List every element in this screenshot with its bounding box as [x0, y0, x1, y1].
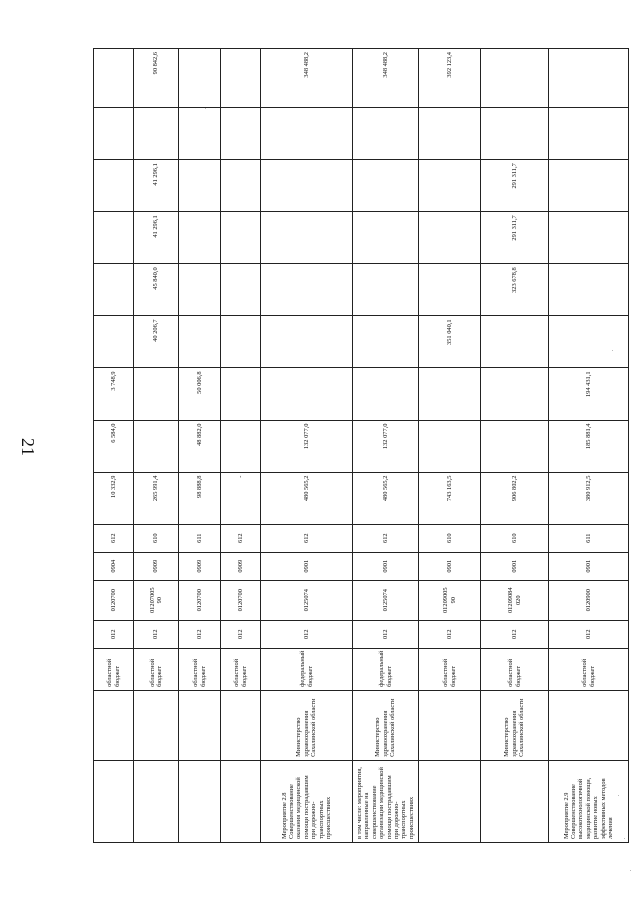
admin-code-cell: 012	[481, 620, 549, 648]
year-2014-cell	[134, 420, 179, 472]
year-2020-cell	[179, 108, 221, 160]
table-row	[221, 49, 261, 843]
page-number: 21	[18, 438, 38, 456]
year-2018-cell	[261, 212, 353, 264]
total-cell: 10 332,9	[94, 472, 134, 524]
total-cell: 743 163,5	[419, 472, 481, 524]
measure-cell: Мероприятие 2.9 Совершенствование высокотехнологичной медицинской помощи, развитие новых эффективных методов лечения	[549, 760, 629, 842]
rzpr-cell: 0901	[549, 552, 629, 580]
year-2018-cell: 41 296,1	[134, 212, 179, 264]
measure-cell: Мероприятие 2.8 Совершенствование оказания медицинской помощи пострадавшим при дорожно-транспортных происшествиях	[261, 760, 353, 842]
admin-code-cell: 012	[261, 620, 353, 648]
scan-speck	[205, 108, 206, 109]
year-2017-cell: 45 840,0	[134, 264, 179, 316]
admin-code-cell: 012	[419, 620, 481, 648]
scan-speck	[630, 870, 631, 871]
table-row	[179, 49, 221, 843]
kvr-cell: 612	[94, 524, 134, 552]
year-2014-cell: 132 077,0	[353, 420, 419, 472]
admin-code-cell: 012	[221, 620, 261, 648]
year-2016-cell	[221, 316, 261, 368]
measure-cell	[481, 760, 549, 842]
row-total-cell	[94, 49, 134, 108]
row-total-cell	[481, 49, 549, 108]
table-row	[94, 49, 134, 843]
total-cell: 265 991,4	[134, 472, 179, 524]
kvr-cell: 610	[481, 524, 549, 552]
year-2018-cell	[94, 212, 134, 264]
table-row	[481, 49, 549, 843]
year-2016-cell	[179, 316, 221, 368]
kcsr-cell: 0125074	[353, 580, 419, 620]
measure-cell	[94, 760, 134, 842]
year-2019-cell	[549, 160, 629, 212]
table-row	[261, 49, 353, 843]
year-2017-cell	[94, 264, 134, 316]
source-cell: федеральный бюджет	[353, 648, 419, 690]
year-2017-cell: 323 678,8	[481, 264, 549, 316]
year-2017-cell	[179, 264, 221, 316]
source-cell: областной бюджет	[179, 648, 221, 690]
measure-cell	[179, 760, 221, 842]
year-2018-cell	[353, 212, 419, 264]
row-total-cell	[549, 49, 629, 108]
rzpr-cell: 0901	[419, 552, 481, 580]
table-row	[549, 49, 629, 843]
kvr-cell: 610	[134, 524, 179, 552]
total-cell: 380 912,5	[549, 472, 629, 524]
admin-code-cell: 012	[179, 620, 221, 648]
responsible-cell: Министерство здравоохранения Сахалинской области	[353, 690, 419, 760]
year-2017-cell	[221, 264, 261, 316]
year-2015-cell	[353, 368, 419, 420]
table-row	[353, 49, 419, 843]
row-total-cell: 348 488,2	[261, 49, 353, 108]
year-2019-cell	[419, 160, 481, 212]
scan-speck	[612, 350, 613, 351]
admin-code-cell: 012	[549, 620, 629, 648]
year-2020-cell	[549, 108, 629, 160]
year-2018-cell	[419, 212, 481, 264]
responsible-cell	[94, 690, 134, 760]
year-2017-cell	[419, 264, 481, 316]
year-2014-cell: 6 584,0	[94, 420, 134, 472]
year-2014-cell	[481, 420, 549, 472]
total-cell: 906 802,2	[481, 472, 549, 524]
kcsr-cell: 01207005 90	[134, 580, 179, 620]
year-2016-cell	[481, 316, 549, 368]
row-total-cell	[221, 49, 261, 108]
kcsr-cell: 01209005 90	[419, 580, 481, 620]
year-2016-cell: 40 206,7	[134, 316, 179, 368]
source-cell: областной бюджет	[221, 648, 261, 690]
year-2018-cell: 291 311,7	[481, 212, 549, 264]
source-cell: областной бюджет	[94, 648, 134, 690]
kcsr-cell: 0120700	[94, 580, 134, 620]
year-2019-cell	[179, 160, 221, 212]
year-2016-cell	[94, 316, 134, 368]
total-cell: -	[221, 472, 261, 524]
kvr-cell: 611	[179, 524, 221, 552]
measure-cell	[134, 760, 179, 842]
year-2014-cell	[419, 420, 481, 472]
year-2018-cell	[221, 212, 261, 264]
table-row	[419, 49, 481, 843]
budget-table	[93, 48, 629, 843]
row-total-cell: 348 488,2	[353, 49, 419, 108]
kcsr-cell: 0125074	[261, 580, 353, 620]
admin-code-cell: 012	[353, 620, 419, 648]
year-2015-cell: 50 006,8	[179, 368, 221, 420]
row-total-cell: 90 842,6	[134, 49, 179, 108]
year-2019-cell: 41 296,1	[134, 160, 179, 212]
kvr-cell: 612	[261, 524, 353, 552]
year-2015-cell	[261, 368, 353, 420]
year-2014-cell: 132 077,0	[261, 420, 353, 472]
table-rotation-wrapper	[93, 48, 628, 843]
kcsr-cell: 0120900	[549, 580, 629, 620]
year-2014-cell: 48 882,0	[179, 420, 221, 472]
responsible-cell	[221, 690, 261, 760]
measure-cell	[221, 760, 261, 842]
year-2015-cell: 194 431,1	[549, 368, 629, 420]
year-2020-cell	[353, 108, 419, 160]
responsible-cell	[419, 690, 481, 760]
year-2017-cell	[261, 264, 353, 316]
year-2016-cell: 351 040,1	[419, 316, 481, 368]
source-cell: областной бюджет	[419, 648, 481, 690]
responsible-cell: Министерство здравоохранения Сахалинской области	[261, 690, 353, 760]
responsible-cell	[134, 690, 179, 760]
measure-cell	[419, 760, 481, 842]
measure-cell: в том числе: мероприятия, направленные на совершенствование организации медицинской помощи пострадавшим при дорожно-транспортных происшествиях	[353, 760, 419, 842]
year-2017-cell	[549, 264, 629, 316]
kvr-cell: 611	[549, 524, 629, 552]
responsible-cell	[549, 690, 629, 760]
admin-code-cell: 012	[94, 620, 134, 648]
admin-code-cell: 012	[134, 620, 179, 648]
year-2020-cell	[481, 108, 549, 160]
kcsr-cell: 0120700	[179, 580, 221, 620]
row-total-cell: 392 123,4	[419, 49, 481, 108]
year-2015-cell	[221, 368, 261, 420]
kvr-cell: 612	[353, 524, 419, 552]
total-cell: 480 565,2	[353, 472, 419, 524]
rzpr-cell: 0901	[481, 552, 549, 580]
year-2019-cell: 291 311,7	[481, 160, 549, 212]
year-2020-cell	[261, 108, 353, 160]
year-2020-cell	[94, 108, 134, 160]
scan-speck	[624, 838, 625, 839]
source-cell: областной бюджет	[134, 648, 179, 690]
row-total-cell	[179, 49, 221, 108]
year-2015-cell	[481, 368, 549, 420]
year-2019-cell	[261, 160, 353, 212]
year-2017-cell	[353, 264, 419, 316]
year-2020-cell	[221, 108, 261, 160]
year-2014-cell: 185 881,4	[549, 420, 629, 472]
rzpr-cell: 0904	[94, 552, 134, 580]
year-2018-cell	[549, 212, 629, 264]
year-2015-cell	[419, 368, 481, 420]
rzpr-cell: 0901	[261, 552, 353, 580]
year-2016-cell	[549, 316, 629, 368]
source-cell: федеральный бюджет	[261, 648, 353, 690]
year-2020-cell	[134, 108, 179, 160]
year-2019-cell	[94, 160, 134, 212]
rzpr-cell: 0909	[221, 552, 261, 580]
year-2016-cell	[353, 316, 419, 368]
rzpr-cell: 0909	[134, 552, 179, 580]
total-cell: 98 888,8	[179, 472, 221, 524]
year-2015-cell: 3 748,9	[94, 368, 134, 420]
source-cell: областной бюджет	[481, 648, 549, 690]
source-cell: областной бюджет	[549, 648, 629, 690]
rzpr-cell: 0901	[353, 552, 419, 580]
table-row	[134, 49, 179, 843]
responsible-cell: Министерство здравоохранения Сахалинской области	[481, 690, 549, 760]
year-2019-cell	[221, 160, 261, 212]
year-2019-cell	[353, 160, 419, 212]
responsible-cell	[179, 690, 221, 760]
kvr-cell: 612	[221, 524, 261, 552]
kcsr-cell: 01209084 020	[481, 580, 549, 620]
rzpr-cell: 0909	[179, 552, 221, 580]
year-2018-cell	[179, 212, 221, 264]
year-2015-cell	[134, 368, 179, 420]
kvr-cell: 610	[419, 524, 481, 552]
year-2016-cell	[261, 316, 353, 368]
scan-speck	[618, 795, 619, 796]
total-cell: 480 565,2	[261, 472, 353, 524]
year-2020-cell	[419, 108, 481, 160]
kcsr-cell: 0120700	[221, 580, 261, 620]
year-2014-cell	[221, 420, 261, 472]
